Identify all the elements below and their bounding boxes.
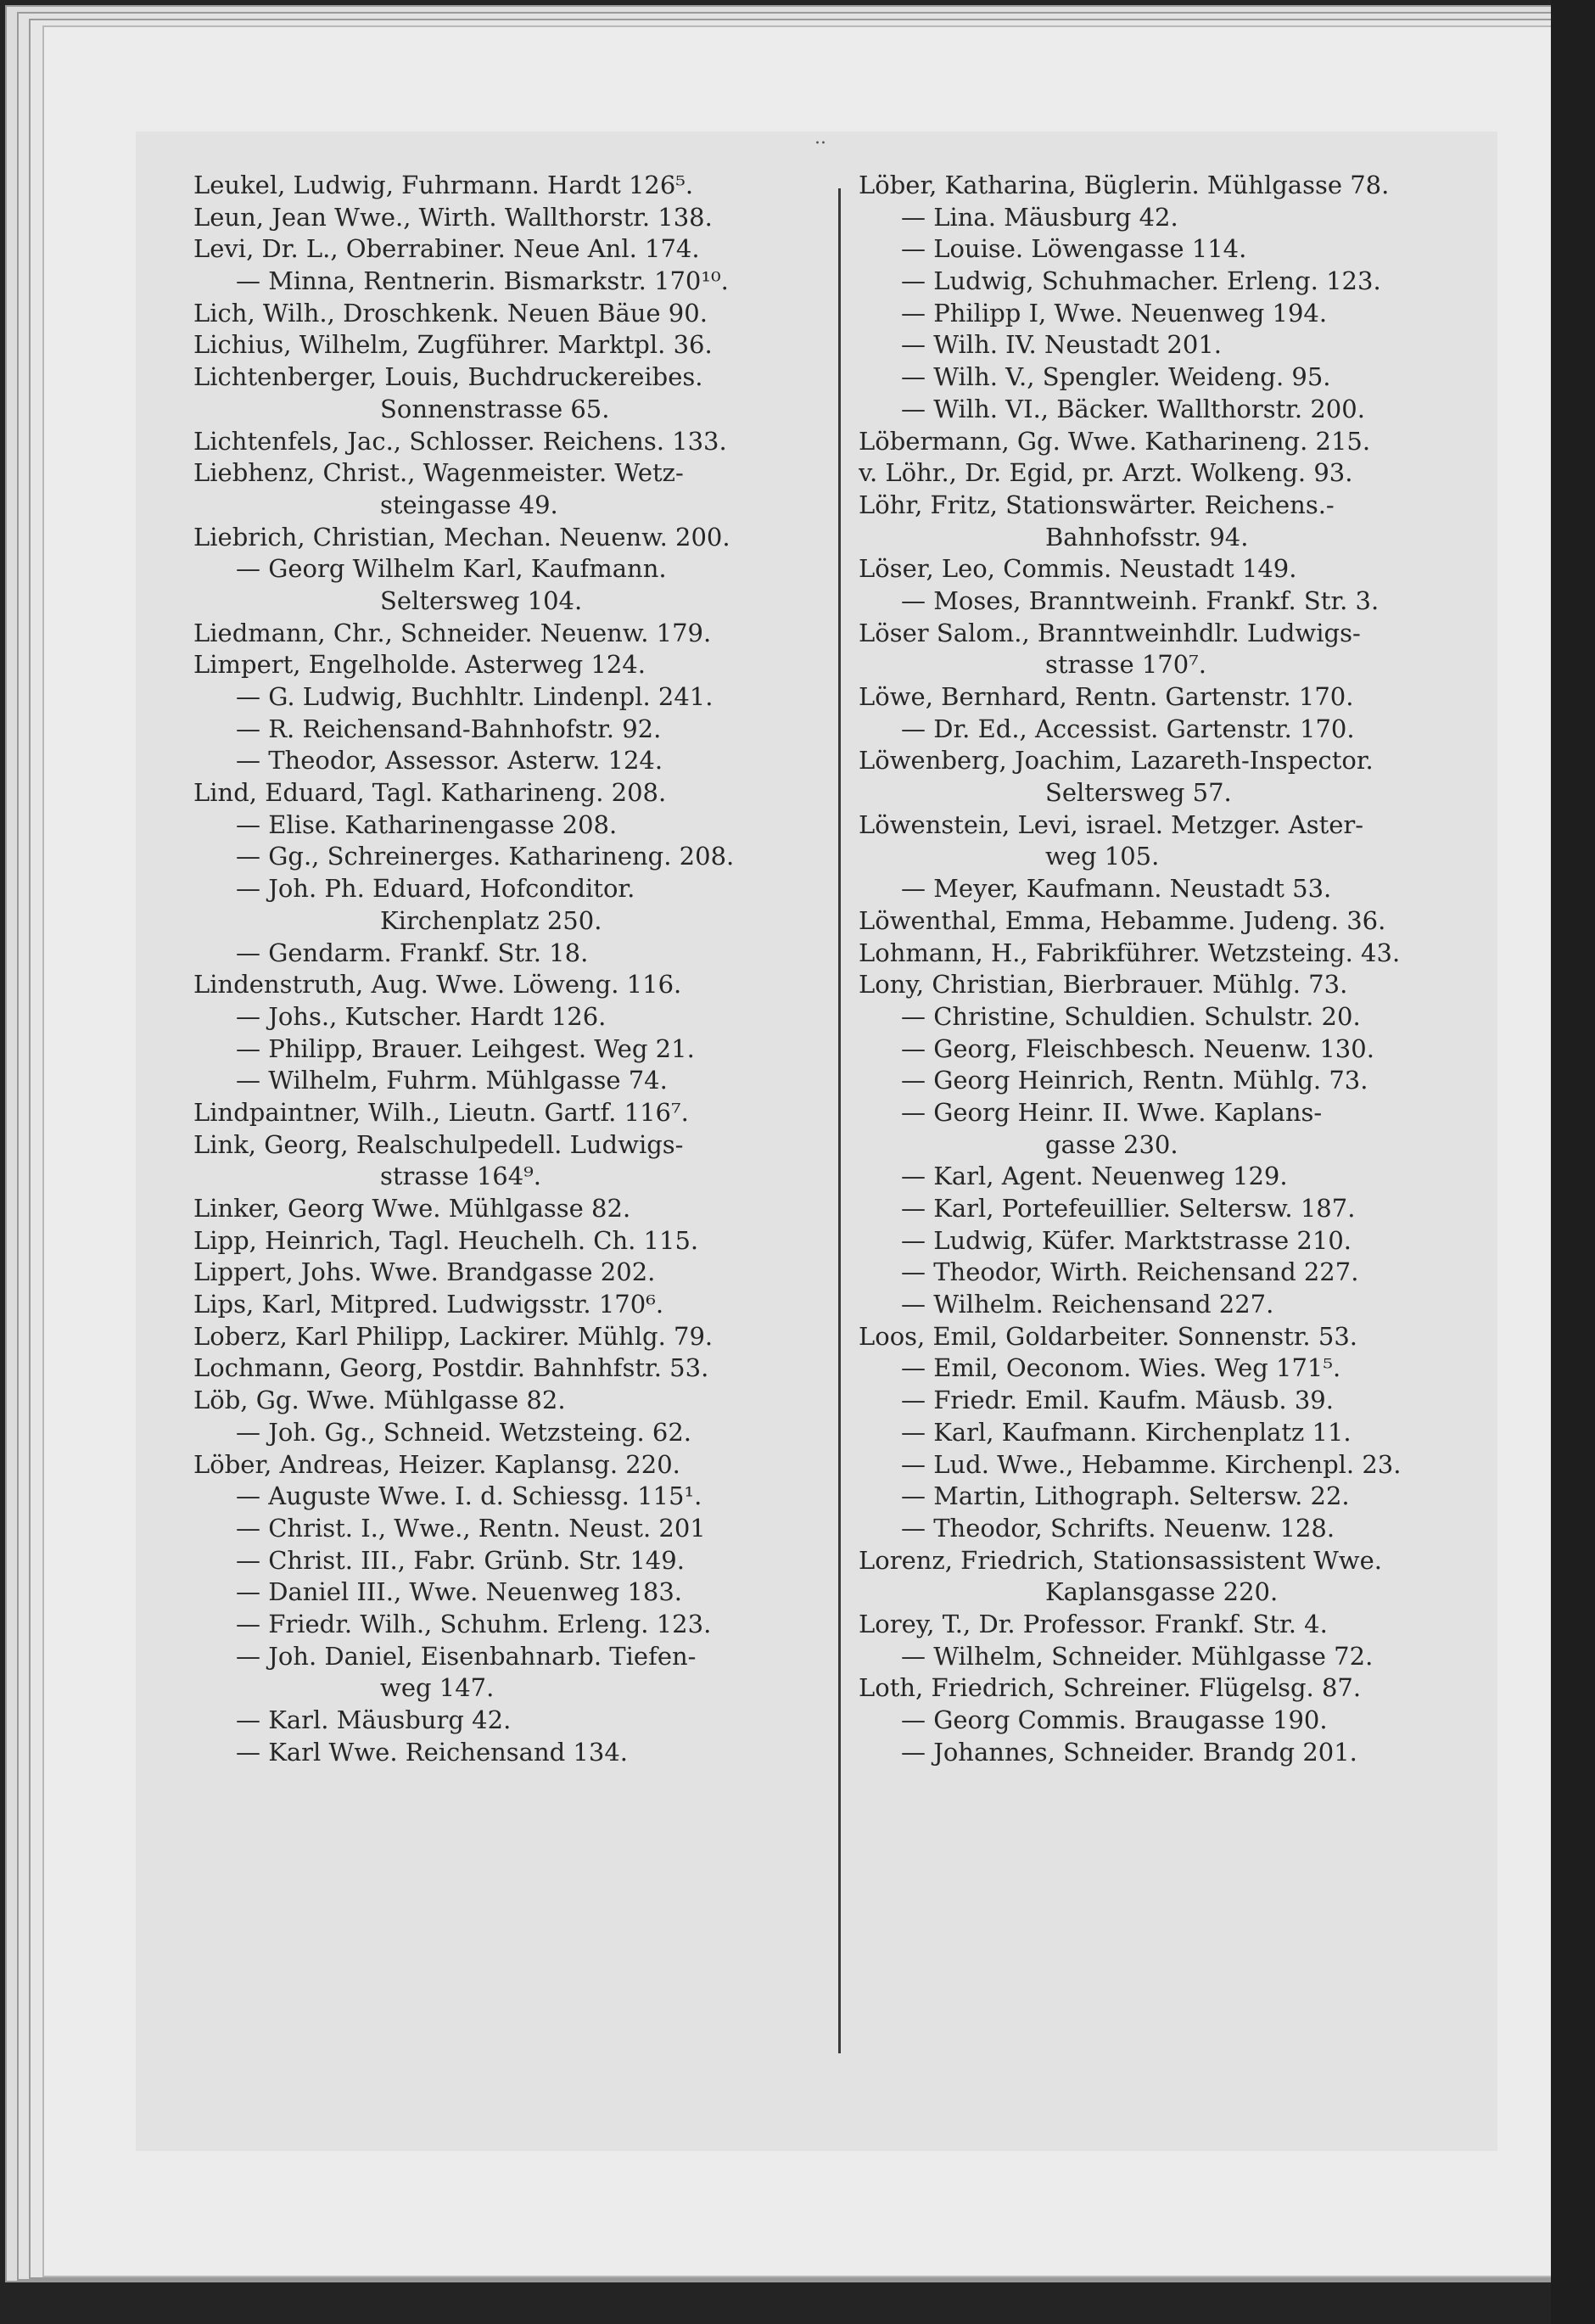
directory-entry: Lorenz, Friedrich, Stationsassistent Wwe. <box>859 1545 1382 1575</box>
directory-entry: Linker, Georg Wwe. Mühlgasse 82. <box>193 1194 631 1223</box>
directory-entry: — Friedr. Emil. Kaufm. Mäusb. 39. <box>901 1386 1334 1415</box>
directory-entry: Löwe, Bernhard, Rentn. Gartenstr. 170. <box>859 682 1354 711</box>
directory-entry: Lichtenberger, Louis, Buchdruckereibes. <box>193 362 703 392</box>
directory-entry: — R. Reichensand-Bahnhofstr. 92. <box>236 714 662 743</box>
directory-entry: — Theodor, Assessor. Asterw. 124. <box>236 746 663 776</box>
directory-entry: — Georg, Fleischbesch. Neuenw. 130. <box>901 1033 1374 1063</box>
directory-entry: — Wilh. VI., Bäcker. Wallthorstr. 200. <box>901 394 1365 423</box>
directory-entry: Lipp, Heinrich, Tagl. Heuchelh. Ch. 115. <box>193 1225 699 1255</box>
directory-entry: Lind, Eduard, Tagl. Katharineng. 208. <box>193 778 667 808</box>
entry-continuation: Bahnhofsstr. 94. <box>1045 522 1249 552</box>
directory-entry: — Philipp, Brauer. Leihgest. Weg 21. <box>236 1033 695 1063</box>
directory-entry: Löber, Katharina, Büglerin. Mühlgasse 78. <box>859 171 1390 199</box>
directory-entry: — Joh. Gg., Schneid. Wetzsteing. 62. <box>236 1417 692 1447</box>
directory-entry: Lips, Karl, Mitpred. Ludwigsstr. 170⁶. <box>193 1290 664 1319</box>
directory-entry: — Karl, Agent. Neuenweg 129. <box>901 1162 1288 1191</box>
entry-continuation: Seltersweg 57. <box>1045 778 1232 808</box>
directory-entry: Liebhenz, Christ., Wagenmeister. Wetz- <box>193 458 684 488</box>
directory-entry: — Ludwig, Schuhmacher. Erleng. 123. <box>901 266 1381 296</box>
directory-entry: — Gendarm. Frankf. Str. 18. <box>236 938 589 967</box>
directory-entry: — Christine, Schuldien. Schulstr. 20. <box>901 1001 1361 1031</box>
directory-entry: — Theodor, Wirth. Reichensand 227. <box>901 1257 1359 1287</box>
directory-entry: Löser, Leo, Commis. Neustadt 149. <box>859 554 1297 584</box>
directory-entry: Löser Salom., Branntweinhdlr. Ludwigs- <box>859 618 1361 647</box>
directory-entry: — G. Ludwig, Buchhltr. Lindenpl. 241. <box>236 682 714 711</box>
directory-entry: — Johannes, Schneider. Brandg 201. <box>901 1737 1357 1767</box>
directory-entry: Link, Georg, Realschulpedell. Ludwigs- <box>193 1129 684 1159</box>
directory-entry: Lohmann, H., Fabrikführer. Wetzsteing. 43. <box>859 938 1401 967</box>
directory-entry: — Elise. Katharinengasse 208. <box>236 809 618 839</box>
directory-entry: Loth, Friedrich, Schreiner. Flügelsg. 87. <box>859 1673 1362 1703</box>
directory-entry: Löber, Andreas, Heizer. Kaplansg. 220. <box>193 1449 680 1479</box>
directory-entry: — Gg., Schreinerges. Katharineng. 208. <box>236 842 735 871</box>
directory-entry: Lorey, T., Dr. Professor. Frankf. Str. 4. <box>859 1609 1328 1638</box>
entry-continuation: Kaplansgasse 220. <box>1045 1577 1279 1607</box>
directory-entry: Lichius, Wilhelm, Zugführer. Marktpl. 36. <box>193 330 713 360</box>
directory-entry: — Christ. I., Wwe., Rentn. Neust. 201 <box>236 1513 706 1543</box>
directory-entry: — Wilhelm, Schneider. Mühlgasse 72. <box>901 1641 1374 1671</box>
directory-entry: v. Löhr., Dr. Egid, pr. Arzt. Wolkeng. 93. <box>859 458 1353 488</box>
directory-entry: — Christ. III., Fabr. Grünb. Str. 149. <box>236 1545 685 1575</box>
directory-entry: — Johs., Kutscher. Hardt 126. <box>236 1001 607 1031</box>
directory-entry: — Meyer, Kaufmann. Neustadt 53. <box>901 874 1332 904</box>
directory-entry: Löbermann, Gg. Wwe. Katharineng. 215. <box>859 426 1371 456</box>
directory-entry: — Theodor, Schrifts. Neuenw. 128. <box>901 1513 1335 1543</box>
directory-entry: — Georg Heinrich, Rentn. Mühlg. 73. <box>901 1066 1368 1095</box>
directory-entry: Lochmann, Georg, Postdir. Bahnhfstr. 53. <box>193 1353 709 1383</box>
directory-entry: Loberz, Karl Philipp, Lackirer. Mühlg. 79. <box>193 1321 714 1351</box>
directory-entry: Löwenberg, Joachim, Lazareth-Inspector. <box>859 746 1374 776</box>
directory-entry: — Auguste Wwe. I. d. Schiessg. 115¹. <box>236 1481 702 1511</box>
directory-entry: — Karl, Kaufmann. Kirchenplatz 11. <box>901 1417 1352 1447</box>
directory-entry: Loos, Emil, Goldarbeiter. Sonnenstr. 53. <box>859 1321 1357 1351</box>
directory-entry: Lony, Christian, Bierbrauer. Mühlg. 73. <box>859 970 1348 1000</box>
directory-entry: — Emil, Oeconom. Wies. Weg 171⁵. <box>901 1353 1341 1383</box>
entry-continuation: Sonnenstrasse 65. <box>380 394 610 423</box>
directory-entry: — Karl. Mäusburg 42. <box>236 1705 512 1734</box>
directory-entry: — Minna, Rentnerin. Bismarkstr. 170¹⁰. <box>236 266 729 296</box>
directory-entry: Löwenstein, Levi, israel. Metzger. Aster- <box>859 809 1364 839</box>
directory-entry: — Karl Wwe. Reichensand 134. <box>236 1737 628 1767</box>
directory-entry: Leun, Jean Wwe., Wirth. Wallthorstr. 138. <box>193 202 713 232</box>
entry-continuation: weg 105. <box>1045 842 1160 871</box>
directory-entry: Lichtenfels, Jac., Schlosser. Reichens. 133. <box>193 426 727 456</box>
directory-entry: — Wilhelm. Reichensand 227. <box>901 1290 1274 1319</box>
directory-entry: Löwenthal, Emma, Hebamme. Judeng. 36. <box>859 905 1386 935</box>
directory-entry: Lindenstruth, Aug. Wwe. Löweng. 116. <box>193 970 682 1000</box>
directory-entry: Lippert, Johs. Wwe. Brandgasse 202. <box>193 1257 656 1287</box>
directory-left-column <box>193 170 838 1768</box>
directory-entry: — Philipp I, Wwe. Neuenweg 194. <box>901 298 1328 328</box>
entry-continuation: Kirchenplatz 250. <box>380 905 602 935</box>
directory-entry: — Louise. Löwengasse 114. <box>901 234 1247 264</box>
directory-entry: Leukel, Ludwig, Fuhrmann. Hardt 126⁵. <box>193 171 694 199</box>
entry-continuation: strasse 164⁹. <box>380 1162 542 1191</box>
directory-entry: — Georg Heinr. II. Wwe. Kaplans- <box>901 1097 1323 1127</box>
directory-entry: — Georg Commis. Braugasse 190. <box>901 1705 1328 1734</box>
directory-entry: Lindpaintner, Wilh., Lieutn. Gartf. 116⁷. <box>193 1097 689 1127</box>
entry-continuation: weg 147. <box>380 1673 495 1703</box>
directory-entry: Liedmann, Chr., Schneider. Neuenw. 179. <box>193 618 712 647</box>
directory-entry: Lich, Wilh., Droschkenk. Neuen Bäue 90. <box>193 298 708 328</box>
entry-continuation: Seltersweg 104. <box>380 585 583 615</box>
directory-entry: — Dr. Ed., Accessist. Gartenstr. 170. <box>901 714 1355 743</box>
scan-background-edge <box>1551 0 1595 2324</box>
directory-entry: — Moses, Branntweinh. Frankf. Str. 3. <box>901 585 1380 615</box>
page-marker: .. <box>814 127 826 148</box>
directory-right-column <box>859 170 1503 1768</box>
directory-entry: Liebrich, Christian, Mechan. Neuenw. 200. <box>193 522 730 552</box>
entry-continuation: strasse 170⁷. <box>1045 650 1207 680</box>
directory-entry: — Daniel III., Wwe. Neuenweg 183. <box>236 1577 683 1607</box>
column-divider <box>838 188 841 2053</box>
directory-entry: Limpert, Engelholde. Asterweg 124. <box>193 650 646 680</box>
directory-entry: — Wilh. V., Spengler. Weideng. 95. <box>901 362 1331 392</box>
directory-entry: — Joh. Daniel, Eisenbahnarb. Tiefen- <box>236 1641 697 1671</box>
directory-entry: — Joh. Ph. Eduard, Hofconditor. <box>236 874 635 904</box>
directory-entry: — Friedr. Wilh., Schuhm. Erleng. 123. <box>236 1609 712 1638</box>
directory-entry: — Lud. Wwe., Hebamme. Kirchenpl. 23. <box>901 1449 1402 1479</box>
directory-entry: Löb, Gg. Wwe. Mühlgasse 82. <box>193 1386 566 1415</box>
entry-continuation: gasse 230. <box>1045 1129 1178 1159</box>
directory-entry: — Wilhelm, Fuhrm. Mühlgasse 74. <box>236 1066 668 1095</box>
directory-entry: — Georg Wilhelm Karl, Kaufmann. <box>236 554 667 584</box>
directory-entry: Levi, Dr. L., Oberrabiner. Neue Anl. 174. <box>193 234 700 264</box>
directory-entry: Löhr, Fritz, Stationswärter. Reichens.- <box>859 490 1335 519</box>
directory-entry: — Ludwig, Küfer. Marktstrasse 210. <box>901 1225 1352 1255</box>
entry-continuation: steingasse 49. <box>380 490 558 519</box>
directory-entry: — Wilh. IV. Neustadt 201. <box>901 330 1222 360</box>
directory-entry: — Martin, Lithograph. Seltersw. 22. <box>901 1481 1350 1511</box>
directory-entry: — Karl, Portefeuillier. Seltersw. 187. <box>901 1194 1356 1223</box>
directory-entry: — Lina. Mäusburg 42. <box>901 202 1178 232</box>
